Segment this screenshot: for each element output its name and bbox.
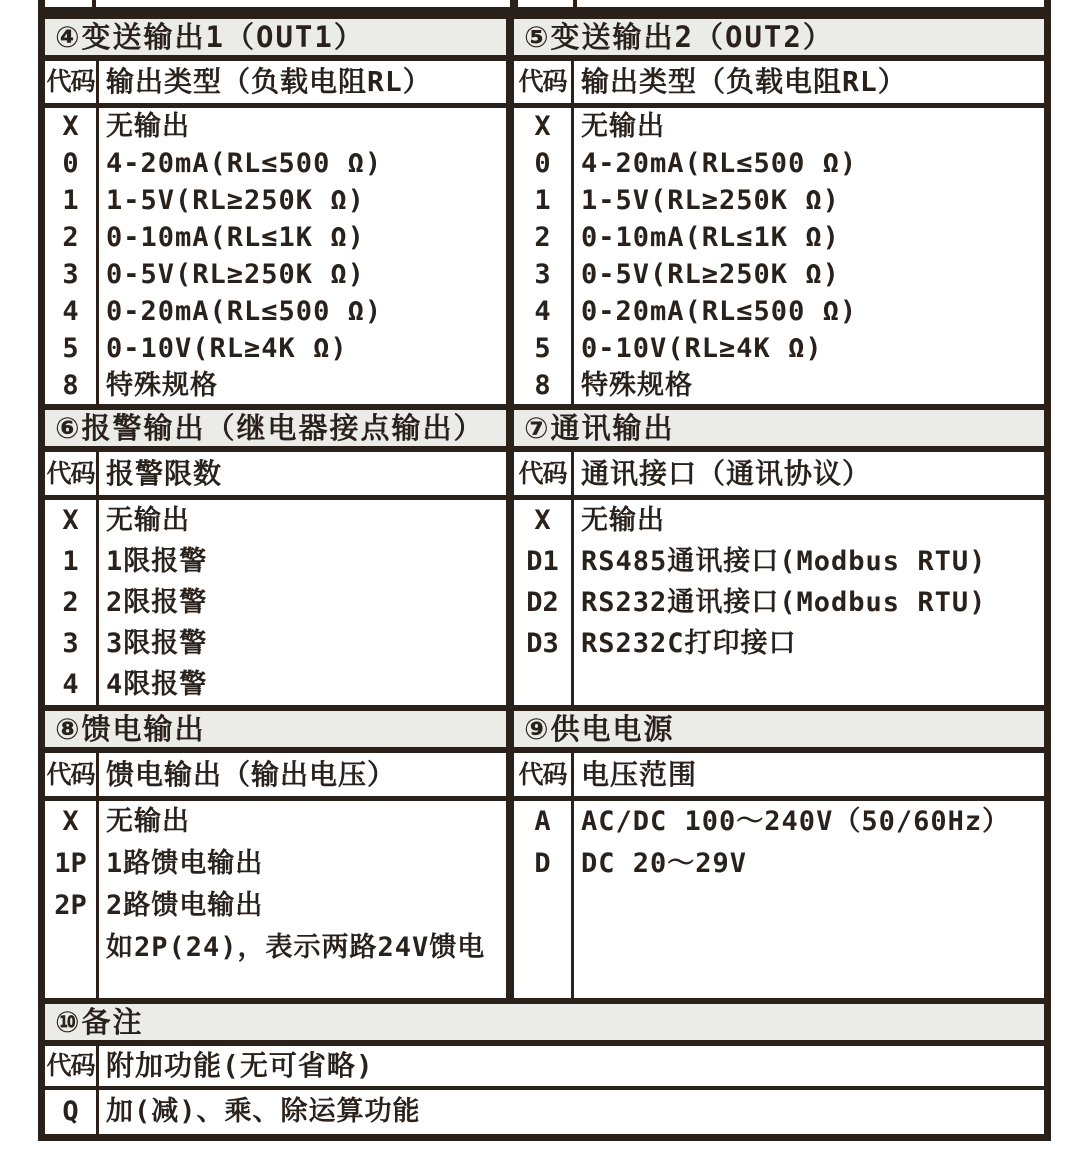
table-row: [45, 182, 506, 219]
desc-cell: 4-20mA(RL≤500 Ω): [581, 148, 858, 179]
desc-header: 输出类型（负载电阻RL）: [581, 65, 907, 98]
section-power-title: ⑨供电电源: [514, 705, 1044, 753]
table-row: [45, 885, 506, 927]
code-cell: X: [62, 806, 79, 837]
code-header: 代码: [46, 67, 95, 96]
desc-cell: 无输出: [581, 111, 665, 142]
code-cell: X: [534, 505, 551, 536]
code-cell: 4: [62, 669, 79, 700]
remnant-bottom-border: [38, 7, 1051, 13]
section-out2-rows: [514, 108, 1044, 404]
desc-cell: 0-10mA(RL≤1K Ω): [581, 222, 840, 253]
code-header: 代码: [46, 1051, 95, 1080]
code-header: 代码: [518, 67, 567, 96]
table-row: [514, 801, 1044, 843]
desc-cell: AC/DC 100～240V（50/60Hz）: [581, 806, 1011, 837]
section-feed: [38, 705, 514, 998]
code-cell: 3: [62, 259, 79, 290]
column-header-row: [45, 61, 506, 108]
code-cell: 2P: [54, 890, 87, 921]
code-cell: 1: [62, 185, 79, 216]
column-header-row: [514, 61, 1044, 108]
code-cell: 3: [62, 628, 79, 659]
code-cell: 3: [534, 259, 551, 290]
desc-cell: 特殊规格: [106, 370, 218, 401]
desc-cell: 0-5V(RL≥250K Ω): [581, 259, 840, 290]
section-feed-title: ⑧馈电输出: [45, 705, 506, 753]
desc-cell: 4-20mA(RL≤500 Ω): [106, 148, 383, 179]
desc-header: 附加功能(无可省略): [106, 1049, 374, 1082]
desc-cell: 无输出: [106, 505, 190, 536]
desc-header: 电压范围: [581, 758, 698, 791]
code-cell: Q: [62, 1096, 79, 1127]
desc-cell: RS232通讯接口(Modbus RTU): [581, 587, 987, 618]
section-power: [514, 705, 1051, 998]
table-row: [45, 145, 506, 182]
table-row: [45, 330, 506, 367]
code-cell: D3: [526, 628, 559, 659]
code-cell: 0: [534, 148, 551, 179]
desc-cell: 如2P(24)，表示两路24V馈电: [106, 932, 486, 963]
section-out1-rows: [45, 108, 506, 404]
table-row: [514, 623, 1044, 664]
table-row: [45, 1090, 1044, 1134]
code-cell: D2: [526, 587, 559, 618]
band-feed-power: [38, 705, 1051, 998]
table-row: [514, 541, 1044, 582]
desc-header: 通讯接口（通讯协议）: [581, 457, 872, 490]
section-out2: [514, 13, 1051, 404]
table-row: [45, 801, 506, 843]
section-alarm-title: ⑥报警输出（继电器接点输出）: [45, 404, 506, 452]
desc-cell: DC 20～29V: [581, 848, 748, 879]
desc-cell: 无输出: [581, 505, 665, 536]
band-out1-out2: [38, 13, 1051, 404]
table-row: [514, 293, 1044, 330]
table-row: [514, 500, 1044, 541]
table-row: [514, 108, 1044, 145]
table-row: [45, 108, 506, 145]
table-row: [45, 664, 506, 705]
section-out1-title: ④变送输出1（OUT1）: [45, 13, 506, 61]
section-power-rows: [514, 801, 1044, 998]
code-cell: 0: [62, 148, 79, 179]
desc-cell: 1-5V(RL≥250K Ω): [106, 185, 365, 216]
table-row: [514, 330, 1044, 367]
desc-cell: 0-5V(RL≥250K Ω): [106, 259, 365, 290]
desc-cell: 3限报警: [106, 628, 208, 659]
code-header: 代码: [518, 760, 567, 789]
code-cell: 4: [62, 296, 79, 327]
table-row: [514, 145, 1044, 182]
desc-cell: 1-5V(RL≥250K Ω): [581, 185, 840, 216]
code-cell: 5: [62, 333, 79, 364]
code-cell: [45, 927, 96, 969]
section-note: [38, 998, 1051, 1141]
desc-header: 馈电输出（输出电压）: [106, 758, 397, 791]
desc-cell: 特殊规格: [581, 370, 693, 401]
table-row: [45, 582, 506, 623]
code-cell: 8: [62, 370, 79, 401]
column-header-row: [514, 753, 1044, 801]
section-comm-title: ⑦通讯输出: [514, 404, 1044, 452]
column-header-row: [514, 452, 1044, 500]
table-row: [514, 219, 1044, 256]
desc-cell: 无输出: [106, 111, 190, 142]
section-out2-title: ⑤变送输出2（OUT2）: [514, 13, 1044, 61]
section-feed-rows: [45, 801, 506, 998]
desc-cell: 1限报警: [106, 546, 208, 577]
table-row: [45, 500, 506, 541]
code-cell: X: [534, 111, 551, 142]
section-alarm-rows: [45, 500, 506, 705]
ordering-code-table: [38, 0, 1051, 1141]
desc-cell: 0-10V(RL≥4K Ω): [581, 333, 823, 364]
code-cell: 4: [534, 296, 551, 327]
table-row: [45, 927, 506, 969]
desc-cell: 0-10V(RL≥4K Ω): [106, 333, 348, 364]
section-note-rows: [45, 1090, 1044, 1134]
desc-cell: 加(减)、乘、除运算功能: [106, 1096, 421, 1127]
code-cell: 1: [62, 546, 79, 577]
desc-cell: 4限报警: [106, 669, 208, 700]
desc-cell: 0-20mA(RL≤500 Ω): [581, 296, 858, 327]
table-row: [45, 293, 506, 330]
desc-header: 输出类型（负载电阻RL）: [106, 65, 432, 98]
section-comm-rows: [514, 500, 1044, 705]
table-row: [45, 367, 506, 404]
desc-cell: 2路馈电输出: [106, 890, 264, 921]
column-header-row: [45, 1046, 1044, 1090]
table-row: [514, 367, 1044, 404]
code-cell: 5: [534, 333, 551, 364]
code-cell: 1: [534, 185, 551, 216]
table-row: [45, 219, 506, 256]
desc-header: 报警限数: [106, 457, 223, 490]
code-cell: 2: [534, 222, 551, 253]
table-row: [514, 256, 1044, 293]
table-row: [45, 623, 506, 664]
table-row: [45, 256, 506, 293]
code-cell: D: [534, 848, 551, 879]
code-cell: X: [62, 111, 79, 142]
table-row: [514, 582, 1044, 623]
table-row: [514, 843, 1044, 885]
code-cell: A: [534, 806, 551, 837]
code-cell: 2: [62, 587, 79, 618]
code-cell: D1: [526, 546, 559, 577]
desc-cell: RS485通讯接口(Modbus RTU): [581, 546, 987, 577]
table-row: [514, 182, 1044, 219]
code-cell: 2: [62, 222, 79, 253]
desc-cell: 1路馈电输出: [106, 848, 264, 879]
code-cell: 8: [534, 370, 551, 401]
column-header-row: [45, 753, 506, 801]
code-cell: 1P: [54, 848, 87, 879]
desc-cell: 0-10mA(RL≤1K Ω): [106, 222, 365, 253]
column-header-row: [45, 452, 506, 500]
band-alarm-comm: [38, 404, 1051, 705]
desc-cell: 无输出: [106, 806, 190, 837]
code-cell: X: [62, 505, 79, 536]
code-header: 代码: [46, 459, 95, 488]
section-note-title: ⑩备注: [45, 998, 1044, 1046]
table-row: [45, 843, 506, 885]
previous-table-remnant: [38, 0, 1051, 13]
section-out1: [38, 13, 514, 404]
code-header: 代码: [46, 760, 95, 789]
desc-cell: 0-20mA(RL≤500 Ω): [106, 296, 383, 327]
code-header: 代码: [518, 459, 567, 488]
desc-cell: 2限报警: [106, 587, 208, 618]
table-row: [45, 541, 506, 582]
section-comm: [514, 404, 1051, 705]
section-alarm: [38, 404, 514, 705]
desc-cell: RS232C打印接口: [581, 628, 797, 659]
